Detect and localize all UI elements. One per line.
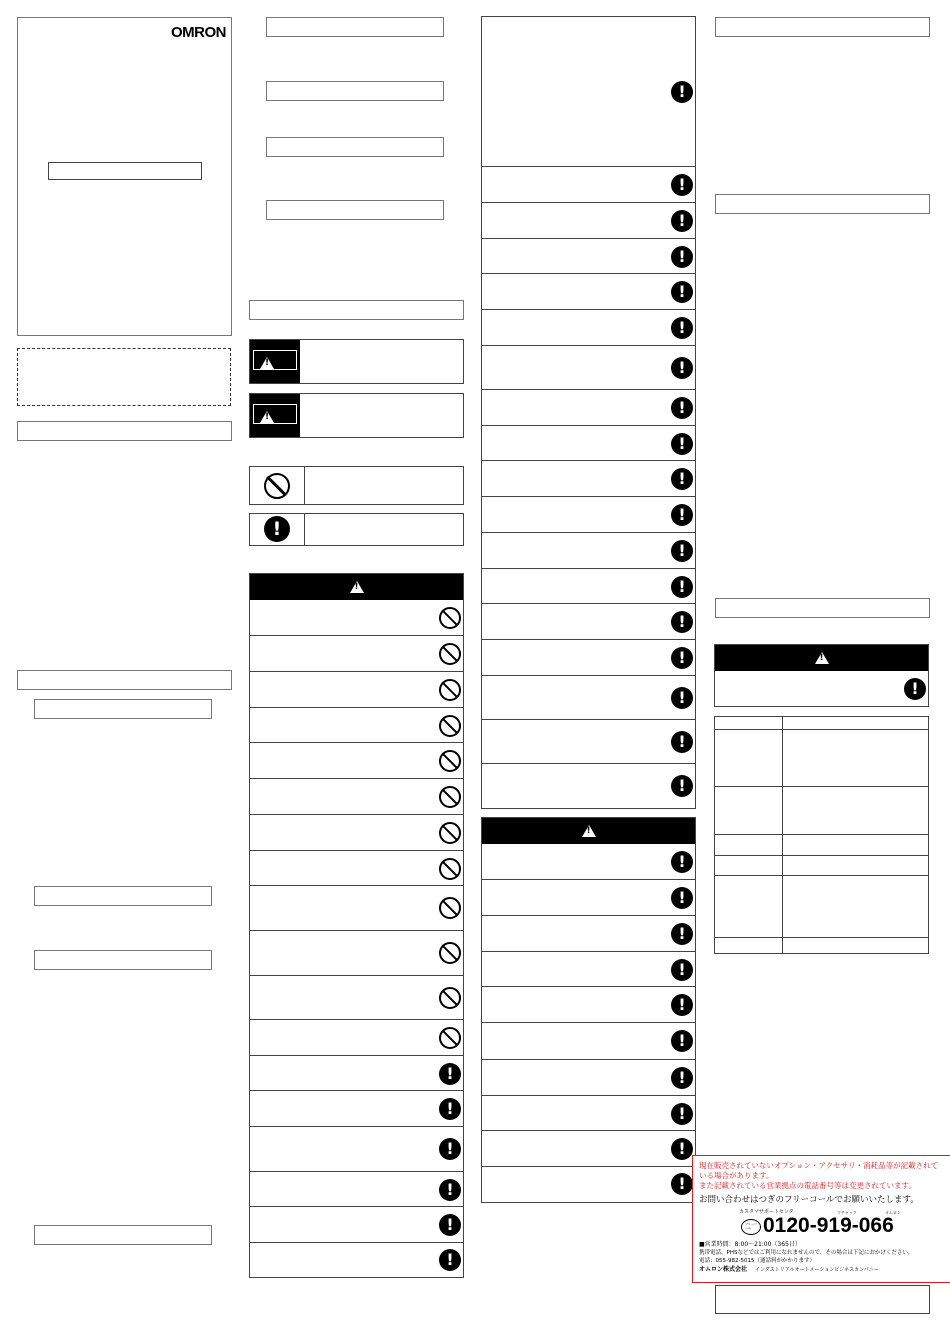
cover-frame — [17, 17, 232, 336]
mandatory-exclamation-icon: ! — [671, 1103, 693, 1125]
warning-table-header — [250, 574, 463, 600]
mandatory-exclamation-icon: ! — [439, 1214, 461, 1236]
mandatory-exclamation-icon: ! — [671, 576, 693, 598]
prohibition-icon — [439, 897, 461, 919]
prohibition-legend — [249, 466, 464, 505]
warning-legend-1 — [249, 339, 464, 384]
dashed-notice-box — [17, 348, 231, 406]
omron-logo: OMRON — [171, 24, 226, 41]
warning-legend-2 — [249, 393, 464, 438]
prohibition-icon — [439, 643, 461, 665]
mandatory-exclamation-icon: ! — [671, 504, 693, 526]
notice-red-line1: 現在販売されていないオプション・アクセサリ・消耗品等が記載されている場合があります。 — [699, 1161, 939, 1180]
prohibition-icon — [439, 715, 461, 737]
caution-table-2 — [481, 817, 696, 1203]
mandatory-exclamation-icon: ! — [671, 81, 693, 103]
mandatory-exclamation-icon: ! — [439, 1098, 461, 1120]
mandatory-exclamation-icon: ! — [671, 540, 693, 562]
phone-ruby-1: ウチャック — [837, 1210, 857, 1215]
prohibition-icon — [439, 942, 461, 964]
mandatory-exclamation-icon: ! — [671, 317, 693, 339]
prohibition-icon — [439, 679, 461, 701]
table-row — [715, 938, 928, 953]
spec-table — [714, 716, 929, 954]
subsection-heading-2 — [34, 886, 212, 906]
mandatory-exclamation-icon: ! — [671, 611, 693, 633]
mandatory-exclamation-icon: ! — [439, 1063, 461, 1085]
alt-phone: 電話：055-982-5015（通話料がかかります） — [699, 1258, 815, 1264]
table-row — [715, 730, 928, 787]
division-name: インダストリアルオートメーションビジネスカンパニー — [754, 1267, 879, 1273]
mandatory-exclamation-icon: ! — [671, 246, 693, 268]
warning-triangle-icon — [260, 411, 274, 423]
caution-table-header — [482, 818, 695, 844]
warning-triangle-icon — [582, 825, 596, 837]
warning-triangle-icon — [815, 652, 829, 664]
warning-triangle-icon — [350, 581, 364, 593]
notice-inquiry: お問い合わせはつぎのフリーコールでお願いいたします。 — [699, 1195, 919, 1205]
mandatory-exclamation-icon: ! — [671, 1030, 693, 1052]
caution-table-continued — [481, 16, 696, 809]
mandatory-exclamation-icon: ! — [671, 1067, 693, 1089]
mandatory-exclamation-icon: ! — [671, 687, 693, 709]
mandatory-exclamation-icon: ! — [671, 959, 693, 981]
warning-triangle-icon — [260, 357, 274, 369]
prohibition-icon — [439, 822, 461, 844]
notice-red-line2: また記載されている営業拠点の電話番号等は変更されています。 — [699, 1181, 916, 1190]
table-row — [715, 717, 928, 730]
prohibition-icon — [439, 750, 461, 772]
mandatory-exclamation-icon: ! — [671, 923, 693, 945]
phone-number[interactable]: 0120-919-066 — [763, 1214, 894, 1237]
mandatory-legend — [249, 513, 464, 546]
table-row — [715, 856, 928, 876]
prohibition-icon — [439, 987, 461, 1009]
section-heading-1 — [17, 421, 232, 441]
cover-title-box — [48, 162, 202, 180]
heading-box-d — [266, 200, 444, 220]
heading-box-e — [715, 17, 930, 37]
prohibition-icon — [439, 858, 461, 880]
heading-box-f — [715, 194, 930, 214]
subsection-heading-1 — [34, 699, 212, 719]
freecall-icon — [741, 1219, 761, 1235]
subsection-heading-3 — [34, 950, 212, 970]
prohibition-icon — [439, 1027, 461, 1049]
mandatory-exclamation-icon: ! — [671, 887, 693, 909]
support-center-label: カスタマサポートセンタ — [739, 1209, 794, 1215]
table-row — [715, 787, 928, 835]
mandatory-exclamation-icon: ! — [671, 433, 693, 455]
heading-box-b — [266, 81, 444, 101]
mandatory-exclamation-icon: ! — [439, 1249, 461, 1271]
mandatory-exclamation-icon: ! — [671, 281, 693, 303]
freecall-badge-text: フリーコール — [745, 1222, 757, 1230]
mobile-note: 携帯電話、PHSなどではご利用になれませんので、その場合は下記におかけください。 — [699, 1250, 914, 1256]
mandatory-exclamation-icon: ! — [671, 994, 693, 1016]
support-notice — [692, 1155, 950, 1283]
heading-box-g — [715, 598, 930, 618]
mandatory-exclamation-icon: ! — [671, 468, 693, 490]
heading-box-c — [266, 137, 444, 157]
bottom-box — [715, 1285, 930, 1314]
mandatory-exclamation-icon: ! — [671, 775, 693, 797]
mandatory-exclamation-icon: ! — [671, 174, 693, 196]
mandatory-exclamation-icon: ! — [904, 678, 926, 700]
phone-ruby-2: オムロン — [885, 1210, 901, 1215]
mandatory-exclamation-icon: ! — [671, 647, 693, 669]
mandatory-exclamation-icon: ! — [671, 397, 693, 419]
mandatory-exclamation-icon: ! — [264, 516, 290, 542]
subsection-heading-4 — [34, 1225, 212, 1245]
warning-table-1 — [249, 573, 464, 1278]
safety-section-heading — [249, 300, 464, 320]
mandatory-exclamation-icon: ! — [439, 1179, 461, 1201]
warning-table-3 — [714, 644, 929, 707]
mandatory-exclamation-icon: ! — [671, 210, 693, 232]
prohibition-icon — [439, 786, 461, 808]
mandatory-exclamation-icon: ! — [671, 1173, 693, 1195]
section-heading-2 — [17, 670, 232, 690]
prohibition-icon — [439, 607, 461, 629]
business-hours: ■営業時間：8:00～21:00（365日） — [699, 1241, 801, 1248]
mandatory-exclamation-icon: ! — [671, 851, 693, 873]
mandatory-exclamation-icon: ! — [671, 731, 693, 753]
mandatory-exclamation-icon: ! — [671, 357, 693, 379]
warning-table-header — [715, 645, 928, 671]
mandatory-exclamation-icon: ! — [439, 1138, 461, 1160]
table-row — [715, 876, 928, 938]
company-name: オムロン株式会社 — [699, 1266, 748, 1273]
prohibition-icon — [264, 473, 290, 499]
heading-box-a — [266, 17, 444, 37]
mandatory-exclamation-icon: ! — [671, 1138, 693, 1160]
table-row — [715, 835, 928, 856]
